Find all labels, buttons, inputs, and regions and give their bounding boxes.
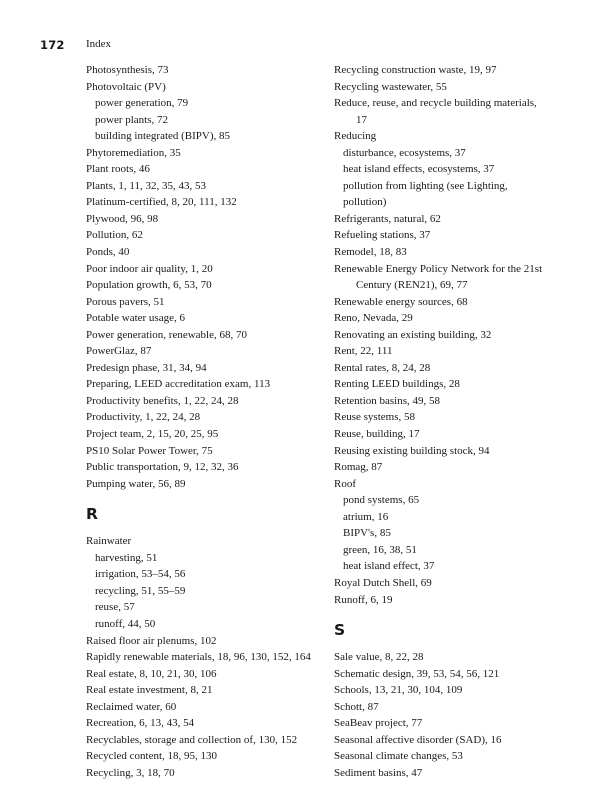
index-entry: Remodel, 18, 83 <box>334 246 407 259</box>
index-entry: Potable water usage, 6 <box>86 312 185 325</box>
index-subentry: reuse, 57 <box>95 601 135 614</box>
index-entry: Sediment basins, 47 <box>334 766 423 779</box>
index-entry: Reuse, building, 17 <box>334 428 420 441</box>
index-entry: Predesign phase, 31, 34, 94 <box>86 361 207 374</box>
index-entry: Sale value, 8, 22, 28 <box>334 651 424 664</box>
index-entry: Productivity, 1, 22, 24, 28 <box>86 411 201 424</box>
index-entry: Seasonal affective disorder (SAD), 16 <box>334 733 502 746</box>
index-entry: Project team, 2, 15, 20, 25, 95 <box>86 428 219 441</box>
index-entry: Photosynthesis, 73 <box>86 64 169 76</box>
index-column-left <box>86 62 326 781</box>
index-entry: Plants, 1, 11, 32, 35, 43, 53 <box>86 179 206 192</box>
index-entry: Raised floor air plenums, 102 <box>86 634 217 647</box>
index-entry: Recycled content, 18, 95, 130 <box>86 750 218 763</box>
page-number: 172 <box>40 38 65 52</box>
index-entry: Public transportation, 9, 12, 32, 36 <box>86 461 239 474</box>
section-letter: R <box>86 505 98 524</box>
index-entry: Schott, 87 <box>334 700 379 713</box>
index-entry: Rent, 22, 111 <box>334 345 393 358</box>
index-subentry: pond systems, 65 <box>343 494 420 507</box>
index-entry: Rental rates, 8, 24, 28 <box>334 361 431 374</box>
index-entry: Rapidly renewable materials, 18, 96, 130, 152, 164 <box>86 651 311 664</box>
index-subentry: heat island effect, 37 <box>343 560 435 573</box>
index-entry: Recycling, 3, 18, 70 <box>86 766 175 779</box>
index-subentry: green, 16, 38, 51 <box>343 543 417 556</box>
index-entry: Phytoremediation, 35 <box>86 146 181 159</box>
index-subentry: power plants, 72 <box>95 113 169 126</box>
index-entry-continuation: 17 <box>356 113 367 126</box>
index-entry: Photovoltaic (PV) <box>86 80 166 93</box>
index-entry: Schools, 13, 21, 30, 104, 109 <box>334 684 463 697</box>
index-entry: Renewable energy sources, 68 <box>334 295 468 308</box>
index-entry-continuation: Century (REN21), 69, 77 <box>356 279 468 292</box>
index-entry: Reno, Nevada, 29 <box>334 312 413 325</box>
index-entry: SeaBeav project, 77 <box>334 717 423 730</box>
index-entry: Renting LEED buildings, 28 <box>334 378 460 391</box>
index-entry: Population growth, 6, 53, 70 <box>86 279 212 292</box>
index-entry: Reusing existing building stock, 94 <box>334 444 490 457</box>
index-entry: Renovating an existing building, 32 <box>334 328 492 341</box>
index-entry: Productivity benefits, 1, 22, 24, 28 <box>86 394 239 407</box>
index-subentry: power generation, 79 <box>95 97 189 110</box>
index-subentry: BIPV's, 85 <box>343 527 391 540</box>
index-subentry: atrium, 16 <box>343 510 389 523</box>
index-entry: Roof <box>334 477 356 490</box>
index-subentry: building integrated (BIPV), 85 <box>95 130 231 143</box>
index-entry: Renewable Energy Policy Network for the 21st <box>334 262 543 275</box>
index-entry: Recyclables, storage and collection of, 130, 152 <box>86 733 298 746</box>
index-entry: Ponds, 40 <box>86 246 130 259</box>
index-entry: Recycling wastewater, 55 <box>334 80 447 93</box>
index-entry: Reducing <box>334 130 377 143</box>
index-entry: Reduce, reuse, and recycle building materials, <box>334 97 537 110</box>
index-entry: Seasonal climate changes, 53 <box>334 750 463 763</box>
section-letter: S <box>334 621 346 640</box>
index-subentry: runoff, 44, 50 <box>95 617 156 630</box>
index-entry: Pumping water, 56, 89 <box>86 477 186 490</box>
index-entry: PS10 Solar Power Tower, 75 <box>86 444 213 457</box>
index-subentry: heat island effects, ecosystems, 37 <box>343 163 495 176</box>
index-entry: Recycling construction waste, 19, 97 <box>334 64 497 76</box>
index-entry: Schematic design, 39, 53, 54, 56, 121 <box>334 667 500 680</box>
index-entry: Real estate, 8, 10, 21, 30, 106 <box>86 667 217 680</box>
index-entry: Plant roots, 46 <box>86 163 150 176</box>
index-subentry: pollution) <box>343 196 387 209</box>
index-entry: Real estate investment, 8, 21 <box>86 684 213 697</box>
index-subentry: irrigation, 53–54, 56 <box>95 568 186 581</box>
index-entry: Retention basins, 49, 58 <box>334 394 441 407</box>
index-subentry: disturbance, ecosystems, 37 <box>343 146 466 159</box>
index-entry: Runoff, 6, 19 <box>334 593 393 606</box>
index-entry: Reclaimed water, 60 <box>86 700 177 713</box>
index-entry: Royal Dutch Shell, 69 <box>334 576 432 589</box>
index-entry: Recreation, 6, 13, 43, 54 <box>86 717 195 730</box>
index-entry: Refrigerants, natural, 62 <box>334 212 441 225</box>
index-subentry: pollution from lighting (see Lighting, <box>343 179 508 192</box>
index-entry: Poor indoor air quality, 1, 20 <box>86 262 213 275</box>
index-entry: Porous pavers, 51 <box>86 295 165 308</box>
index-entry: PowerGlaz, 87 <box>86 345 152 358</box>
index-entry: Pollution, 62 <box>86 229 143 242</box>
index-entry: Rainwater <box>86 535 132 548</box>
index-entry: Platinum-certified, 8, 20, 111, 132 <box>86 196 237 209</box>
index-entry: Power generation, renewable, 68, 70 <box>86 328 247 341</box>
index-subentry: recycling, 51, 55–59 <box>95 584 186 597</box>
index-column-right <box>334 62 568 781</box>
index-entry: Plywood, 96, 98 <box>86 212 159 225</box>
index-entry: Romag, 87 <box>334 461 383 474</box>
index-entry: Refueling stations, 37 <box>334 229 431 242</box>
index-entry: Preparing, LEED accreditation exam, 113 <box>86 378 271 391</box>
index-subentry: harvesting, 51 <box>95 551 158 564</box>
index-entry: Reuse systems, 58 <box>334 411 415 424</box>
running-head: Index <box>86 38 112 50</box>
